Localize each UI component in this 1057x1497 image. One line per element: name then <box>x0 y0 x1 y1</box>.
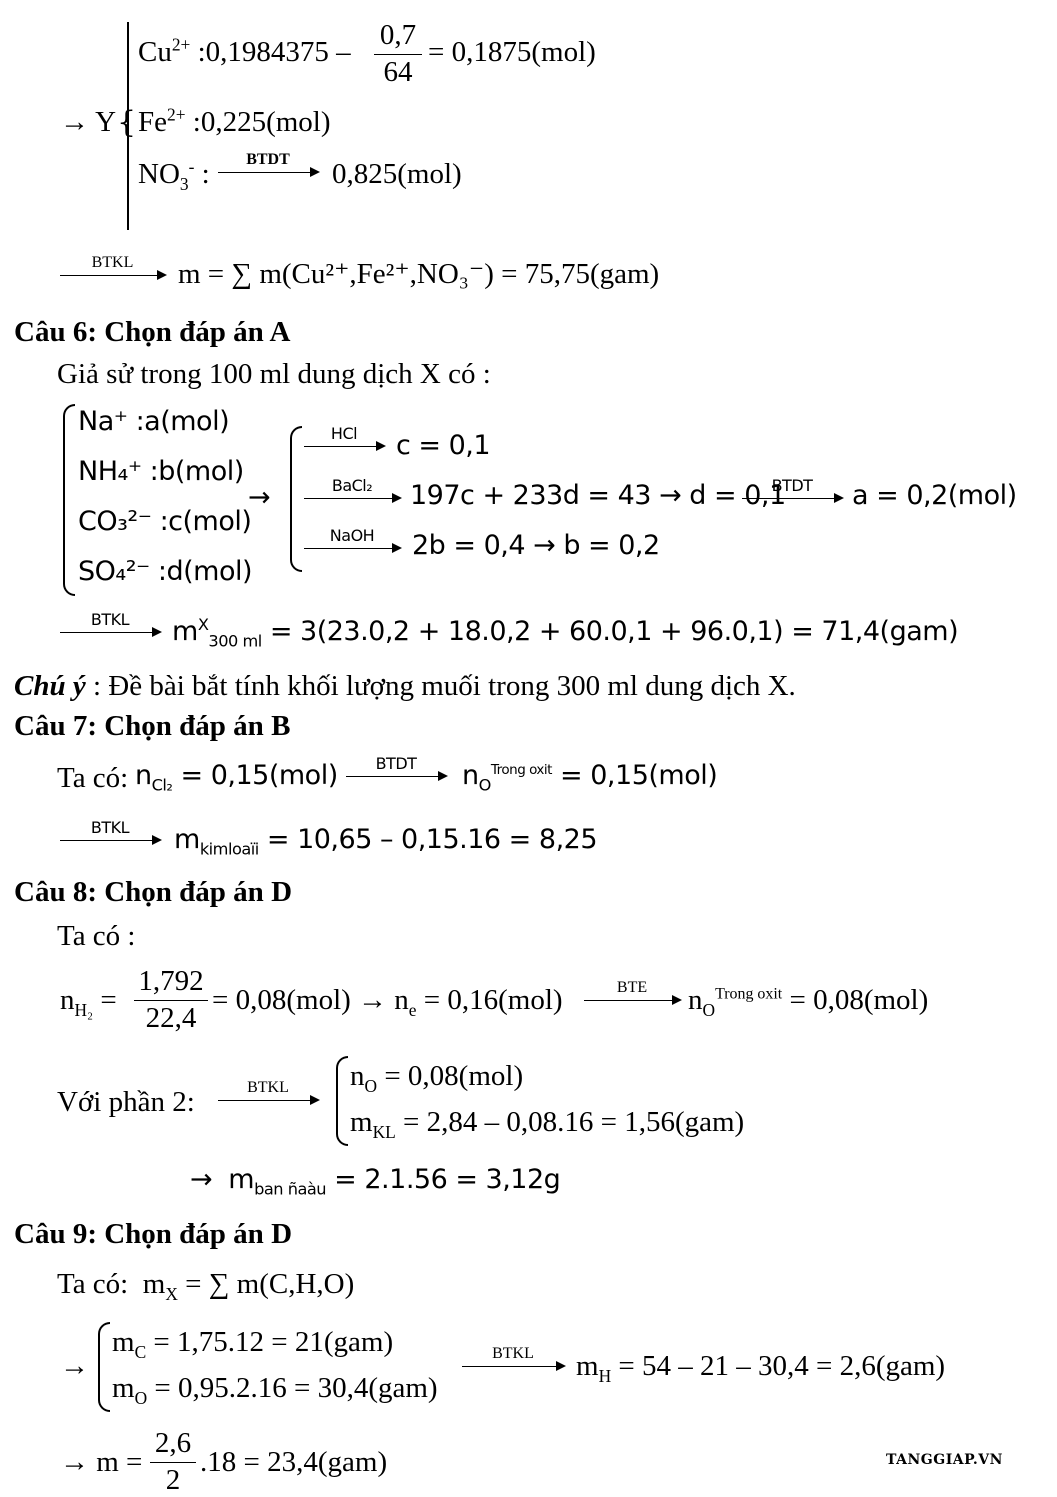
cau6-intro: Giả sử trong 100 ml dung dịch X có : <box>57 358 491 390</box>
bacl2-result: 197c + 233d = 43 → d = 0,1 <box>410 480 786 511</box>
cau9-final-prefix: → m = <box>60 1446 143 1478</box>
cau9-heading: Câu 9: Chọn đáp án D <box>14 1218 293 1250</box>
bacl2-arrow: BaCl₂ <box>304 478 400 499</box>
ion-nh4: NH₄⁺ :b(mol) <box>78 456 244 487</box>
mass-sum-line: m = ∑ m(Cu²⁺,Fe²⁺,NO₃⁻) = 75,75(gam) <box>178 258 660 290</box>
watermark: TANGGIAP.VN <box>886 1452 1003 1468</box>
arrow-y-label: → Y <box>60 106 117 138</box>
fe-ion-line: $Fe^{2+}$ :0,225(mol) <box>138 104 331 138</box>
cau8-heading: Câu 8: Chọn đáp án D <box>14 876 293 908</box>
cau7-mkl: $m_{kimloaïi} = 10,65 - 0,15.16 = 8,25$ <box>174 824 598 859</box>
cau7-ncl2: $n_{Cl_2} = 0,15(mol)$ <box>135 760 338 795</box>
cau9-brace <box>98 1322 110 1412</box>
btdt-result: a = 0,2(mol) <box>852 480 1017 511</box>
cau7-btkl-arrow: BTKL <box>60 820 160 841</box>
cau7-taco: Ta có: <box>57 762 129 794</box>
cau8-line1: = $0,08(mol) \to n_e = 0,16(mol)$ <box>212 984 563 1020</box>
no3-ion-line: $NO_3^-$ : <box>138 156 210 194</box>
hcl-result: c = 0,1 <box>396 430 491 461</box>
cau9-mc: $m_C = 1,75.12 = 21(gam)$ <box>112 1326 394 1362</box>
ion-so4: SO₄²⁻ :d(mol) <box>78 556 252 587</box>
system-brace-tip: { <box>117 105 137 140</box>
cau8-sys2: $m_{KL} = 2,84 - 0,08.16 = 1,56(gam)$ <box>350 1106 745 1142</box>
cau7-no: $n_O^{Trong oxit} = 0,15(mol)$ <box>462 760 718 795</box>
naoh-arrow: NaOH <box>304 528 400 549</box>
btdt-arrow: BTDT <box>218 152 318 173</box>
ion-na: Na⁺ :a(mol) <box>78 406 230 437</box>
cau6-left-brace <box>63 404 75 596</box>
cau6-right-brace <box>290 426 302 572</box>
cau6-mass-line: $m^X_{300 ml} = 3(23.0,2 + 18.0,2 + 60.0,1 + 96.0,1) = 71,4(gam)$ <box>172 615 959 651</box>
cau8-taco: Ta có : <box>57 920 136 952</box>
cau8-no: $n_O^{Trong oxit} = 0,08(mol)$ <box>688 984 929 1020</box>
cau9-btkl-arrow: BTKL <box>462 1346 564 1367</box>
cau8-sys1: $n_O = 0,08(mol)$ <box>350 1060 524 1096</box>
ion-co3: CO₃²⁻ :c(mol) <box>78 506 252 537</box>
cau9-mx: Ta có: $m_X$ = ∑ m(C,H,O) <box>57 1268 355 1304</box>
cau7-btdt-arrow: BTDT <box>346 756 446 777</box>
cau8-nh2: $n_{H_2}$ = <box>60 984 117 1020</box>
cau6-btkl-arrow: BTKL <box>60 612 160 633</box>
cau9-mh: $m_H = 54 - 21 - 30,4 = 2,6(gam)$ <box>576 1350 946 1386</box>
cau8-btkl-arrow: BTKL <box>218 1080 318 1101</box>
cu-result: = 0,1875(mol) <box>428 36 596 68</box>
cau8-phan2: Với phần 2: <box>57 1086 195 1118</box>
fraction-26-over-2: 2,6 2 <box>150 1428 196 1497</box>
fraction-1792-over-224: 1,792 22,4 <box>134 966 208 1035</box>
cau9-arrow: → <box>60 1350 89 1382</box>
cau6-note: Chú ý : Đề bài bắt tính khối lượng muối trong 300 ml dung dịch X. <box>14 670 796 702</box>
cau7-heading: Câu 7: Chọn đáp án B <box>14 710 291 742</box>
cau6-btdt-arrow: BTDT <box>742 478 842 499</box>
cau8-brace <box>336 1056 348 1146</box>
hcl-arrow: HCl <box>304 426 384 447</box>
cau9-final-value: .18 = 23,4(gam) <box>200 1446 388 1478</box>
btkl-arrow: BTKL <box>60 255 165 276</box>
cau6-heading: Câu 6: Chọn đáp án A <box>14 316 291 348</box>
cau8-final: → $m_{ban ñaàu} = 2.1.56 = 3,12g$ <box>190 1164 561 1199</box>
cau9-mo: $m_O = 0,95.2.16 = 30,4(gam)$ <box>112 1372 438 1408</box>
cu-ion-line: $Cu^{2+}$ :0,1984375 – <box>138 34 351 68</box>
naoh-result: 2b = 0,4 → b = 0,2 <box>412 530 660 561</box>
cau6-implies: → <box>248 482 271 513</box>
bte-arrow: BTE <box>584 980 680 1001</box>
no3-result: 0,825(mol) <box>332 158 462 190</box>
fraction-0-7-over-64: 0,7 64 <box>374 20 422 89</box>
